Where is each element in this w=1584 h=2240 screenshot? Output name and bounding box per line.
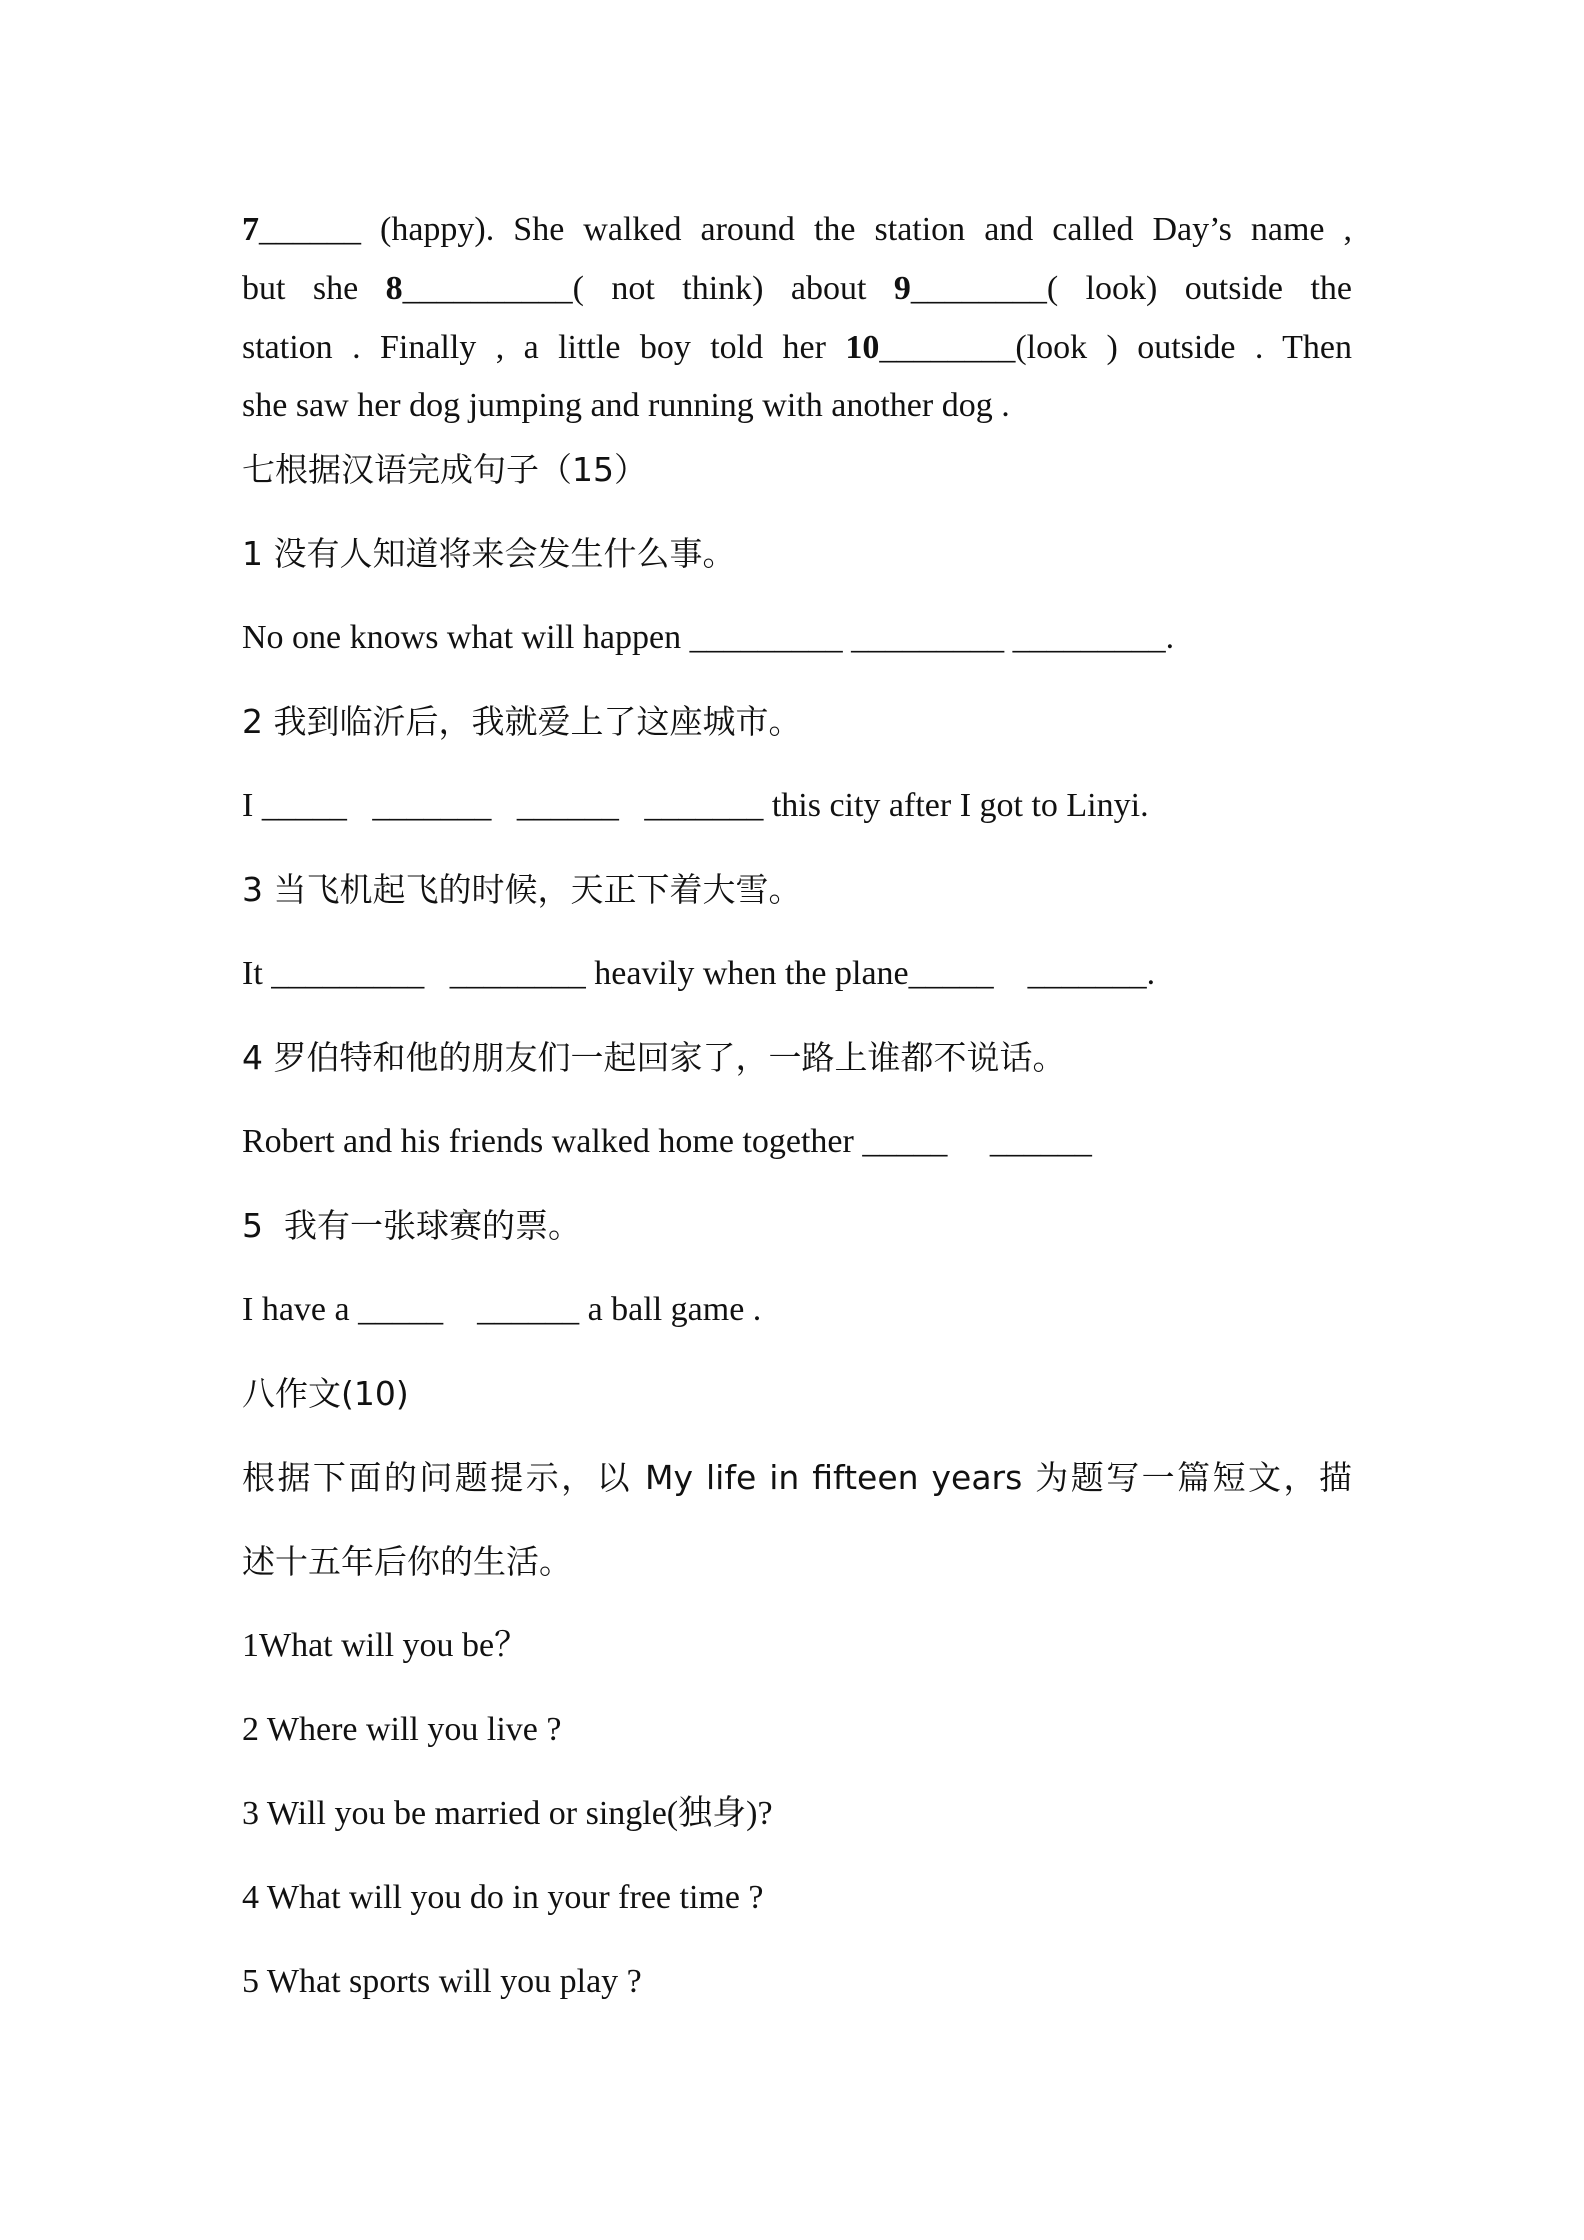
sentence-3-english: It _________ ________ heavily when the plane_____ _______. bbox=[242, 955, 1156, 992]
sentence-2-english: I _____ _______ ______ _______ this city after I got to Linyi. bbox=[242, 787, 1149, 824]
prompt-question-2: 2 Where will you live ? bbox=[242, 1711, 562, 1748]
passage-line-3 bbox=[242, 318, 1352, 377]
sentence-5-chinese: 5 我有一张球赛的票。 bbox=[242, 1206, 581, 1245]
sentence-1-english: No one knows what will happen _________ _________ _________. bbox=[242, 619, 1175, 656]
question-number-8: 8 bbox=[385, 270, 403, 307]
section-7-heading: 七根据汉语完成句子（15） bbox=[242, 450, 647, 489]
sentence-2-chinese: 2 我到临沂后，我就爱上了这座城市。 bbox=[242, 702, 802, 741]
prompt-question-3: 3 Will you be married or single(独身)? bbox=[242, 1795, 773, 1832]
passage-line-4: she saw her dog jumping and running with another dog . bbox=[242, 387, 1010, 424]
sentence-1-chinese: 1 没有人知道将来会发生什么事。 bbox=[242, 534, 736, 573]
sentence-4-chinese: 4 罗伯特和他的朋友们一起回家了，一路上谁都不说话。 bbox=[242, 1038, 1066, 1077]
question-number-9: 9 bbox=[893, 270, 911, 307]
passage-text: ( look) outside the bbox=[1046, 270, 1352, 307]
passage-text: station . Finally , a little boy told her bbox=[242, 329, 846, 366]
sentence-3-chinese: 3 当飞机起飞的时候，天正下着大雪。 bbox=[242, 870, 802, 909]
blank-8: __________ bbox=[402, 270, 573, 307]
blank-10: ________ bbox=[879, 329, 1016, 366]
passage-text: (look ) outside . Then bbox=[1015, 329, 1353, 366]
question-number-10: 10 bbox=[845, 329, 880, 366]
blank-9: ________ bbox=[910, 270, 1047, 307]
writing-instruction-line-2: 述十五年后你的生活。 bbox=[242, 1542, 572, 1581]
sentence-5-english: I have a _____ ______ a ball game . bbox=[242, 1291, 762, 1328]
prompt-question-4: 4 What will you do in your free time ? bbox=[242, 1879, 764, 1916]
question-number-7: 7 bbox=[242, 211, 259, 248]
passage-line-2 bbox=[242, 259, 1352, 318]
passage-text: (happy). She walked around the station and called Day’s name , bbox=[361, 211, 1352, 248]
sentence-4-english: Robert and his friends walked home together _____ ______ bbox=[242, 1123, 1092, 1160]
prompt-question-1: 1What will you be？ bbox=[242, 1627, 529, 1664]
prompt-question-5: 5 What sports will you play ? bbox=[242, 1963, 642, 2000]
passage-text: ( not think) about bbox=[572, 270, 894, 307]
section-8-heading: 八作文(10) bbox=[242, 1374, 409, 1413]
passage-text: but she bbox=[242, 270, 386, 307]
writing-instruction-line-1: 根据下面的问题提示，以 My life in fifteen years 为题写一篇短文，描 bbox=[242, 1458, 1352, 1497]
passage-line-1 bbox=[242, 200, 1352, 259]
blank-7: ______ bbox=[259, 211, 361, 248]
